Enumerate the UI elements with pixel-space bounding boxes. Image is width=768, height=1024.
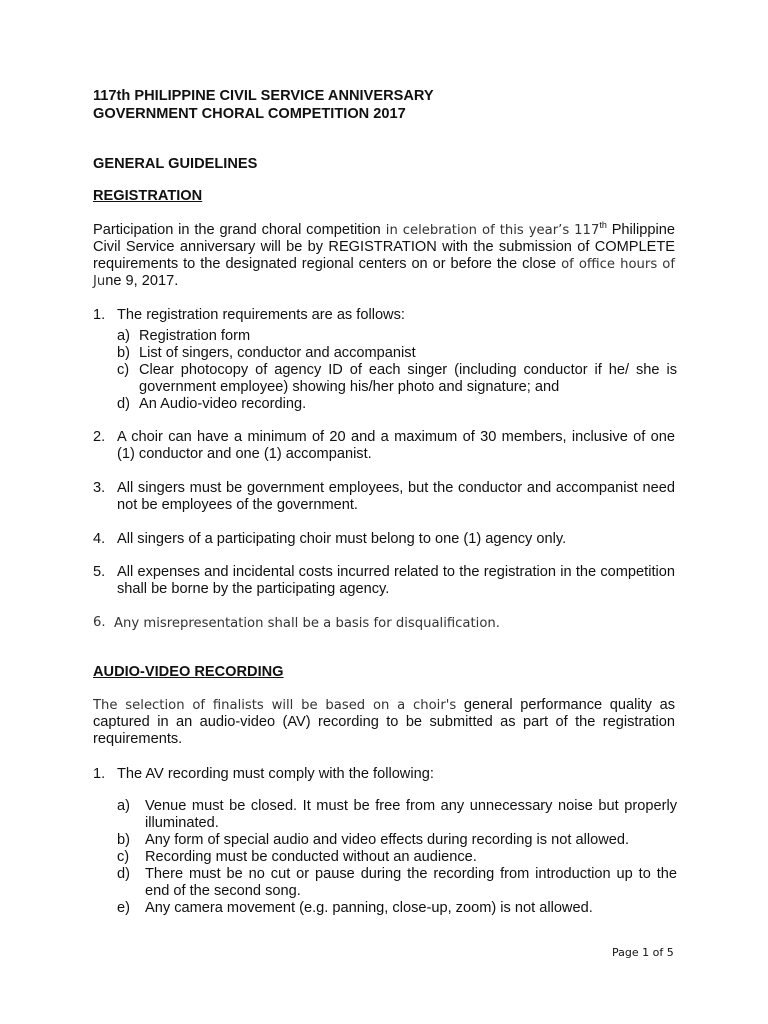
sub-item-text: An Audio-video recording. bbox=[139, 396, 307, 412]
item-text: All singers must be government employees, but the conductor and accompanist need not be employees of the government. bbox=[117, 480, 675, 513]
sub-item-letter: a) bbox=[117, 798, 130, 814]
item-text: All singers of a participating choir must belong to one (1) agency only. bbox=[117, 531, 567, 547]
item-number: 1. bbox=[93, 307, 106, 323]
av-item-1 bbox=[93, 766, 675, 783]
sub-item-letter: c) bbox=[117, 362, 130, 378]
item-text: The AV recording must comply with the following: bbox=[117, 766, 434, 782]
sub-item-text: Venue must be closed. It must be free from any unnecessary noise but properly illuminated. bbox=[145, 798, 677, 831]
item-number: 6. bbox=[93, 615, 106, 630]
sub-item-letter: d) bbox=[117, 396, 130, 412]
item-text: All expenses and incidental costs incurred related to the registration in the competition shall be borne by the participating agency. bbox=[117, 564, 675, 597]
av-intro bbox=[93, 697, 675, 748]
av-intro-part-b: general performance quality as captured in an audio-video (AV) recording to be submitted as part of the registration requirements. bbox=[93, 697, 675, 747]
sub-item-text: List of singers, conductor and accompanist bbox=[139, 345, 416, 361]
requirement-a bbox=[117, 328, 677, 345]
sub-item-letter: b) bbox=[117, 345, 130, 361]
av-requirement-a bbox=[117, 798, 677, 832]
general-guidelines-heading: GENERAL GUIDELINES bbox=[93, 156, 258, 172]
requirement-c bbox=[117, 362, 677, 396]
registration-item-5 bbox=[93, 564, 675, 598]
item-number: 3. bbox=[93, 480, 106, 496]
item-text: The registration requirements are as follows: bbox=[117, 307, 405, 323]
sub-item-text: Clear photocopy of agency ID of each singer (including conductor if he/ she is government employee) showing his/her photo and signature; and bbox=[139, 362, 677, 395]
av-requirement-d bbox=[117, 866, 677, 900]
sub-item-letter: b) bbox=[117, 832, 130, 848]
title-line-1: 117th PHILIPPINE CIVIL SERVICE ANNIVERSARY bbox=[93, 88, 434, 104]
sub-item-letter: c) bbox=[117, 849, 130, 865]
registration-intro-part-b: in celebration of this year’s 117 bbox=[380, 223, 600, 238]
registration-item-4 bbox=[93, 531, 675, 548]
av-intro-part-a: The selection of finalists will be based on a choir's bbox=[93, 698, 457, 713]
title-line-2: GOVERNMENT CHORAL COMPETITION 2017 bbox=[93, 106, 406, 122]
sub-item-letter: e) bbox=[117, 900, 130, 916]
sub-item-letter: d) bbox=[117, 866, 130, 882]
registration-item-3 bbox=[93, 480, 675, 514]
av-requirement-c bbox=[117, 849, 677, 866]
item-number: 1. bbox=[93, 766, 106, 782]
item-text: A choir can have a minimum of 20 and a maximum of 30 members, inclusive of one (1) conductor and one (1) accompanist. bbox=[117, 429, 675, 462]
registration-intro bbox=[93, 222, 675, 290]
av-requirement-b bbox=[117, 832, 677, 849]
requirement-d bbox=[117, 396, 677, 413]
sub-item-letter: a) bbox=[117, 328, 130, 344]
sub-item-text: Registration form bbox=[139, 328, 251, 344]
registration-intro-part-e: ne 9, 2017. bbox=[105, 273, 179, 289]
sub-item-text: There must be no cut or pause during the recording from introduction up to the end of the second song. bbox=[145, 866, 677, 899]
registration-item-6 bbox=[93, 615, 675, 632]
item-text: Any misrepresentation shall be a basis for disqualification. bbox=[114, 616, 500, 631]
item-number: 2. bbox=[93, 429, 106, 445]
sub-item-text: Recording must be conducted without an audience. bbox=[145, 849, 477, 865]
sub-item-text: Any camera movement (e.g. panning, close-up, zoom) is not allowed. bbox=[145, 900, 593, 916]
requirement-b bbox=[117, 345, 677, 362]
page-number: Page 1 of 5 bbox=[612, 946, 674, 959]
registration-item-1 bbox=[93, 307, 675, 324]
sub-item-text: Any form of special audio and video effects during recording is not allowed. bbox=[145, 832, 630, 848]
item-number: 4. bbox=[93, 531, 106, 547]
item-number: 5. bbox=[93, 564, 106, 580]
av-recording-heading: AUDIO-VIDEO RECORDING bbox=[93, 664, 284, 680]
av-requirement-e bbox=[117, 900, 677, 917]
registration-heading: REGISTRATION bbox=[93, 188, 203, 204]
registration-item-2 bbox=[93, 429, 675, 463]
registration-intro-part-c: Philippine Civil Service anniversary will be by REGISTRATION with the submission of COMPLETE requirements to the designated regional centers on or before the close bbox=[93, 222, 675, 272]
registration-intro-part-d: of office hours of Ju bbox=[93, 257, 675, 289]
registration-intro-part-a: Participation in the grand choral competition bbox=[93, 222, 381, 238]
registration-intro-sup: th bbox=[599, 220, 607, 230]
